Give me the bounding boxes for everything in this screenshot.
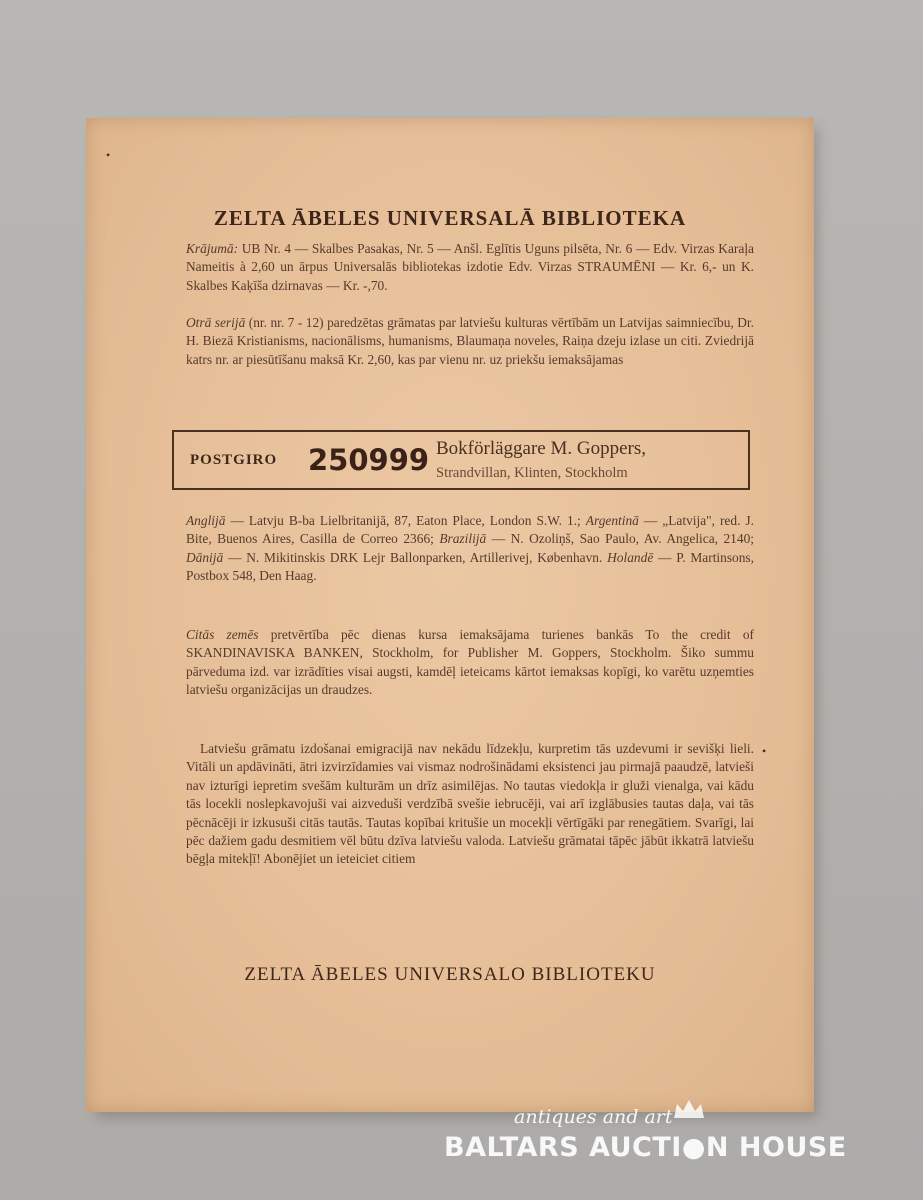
paper-speck: •: [106, 148, 111, 162]
series-label: Otrā serijā: [186, 315, 246, 330]
appeal-text: Latviešu grāmatu izdošanai emigracijā nav nekādu līdzekļu, kurpretim tās uzdevumi ir sevišķi lieli. Vitāli un apdāvināti, ātri izvirzīdamies vai vismaz nodrošinādami eksistenci jau pirmajā paaudzē, latvieši nav izturīgi iepretim svešām kulturām un drīz asimilējas. No tautas viedokļa ir gluži vienalga, vai kādu tās locekli noslepkavojuši vai aizveduši verdzībā svešie iebrucēji, vai arī izglābusies tautas daļa, vai tās pēcnācēji ir izkusuši citās tautās. Tautas kopībai kritušie un mocekļi vērtīgāki par renegātiem. Svarīgi, lai pēc dažiem gadu desmitiem vēl būtu dzīva latviešu valoda. Latviešu grāmatai tāpēc jābūt ikkatrā latviešu bēgļa mitekļī! Abonējiet un ieteiciet citiem: [186, 741, 754, 867]
paper-speck: •: [762, 744, 767, 758]
publisher-name: Bokförläggare M. Goppers,: [436, 438, 647, 459]
catalog-paragraph: [186, 240, 754, 295]
agents-paragraph: [186, 512, 754, 586]
other-countries-label: Citās zemēs: [186, 627, 259, 642]
closing-title: ZELTA ĀBELES UNIVERSALO BIBLIOTEKU: [244, 964, 656, 985]
catalog-text: UB Nr. 4 — Skalbes Pasakas, Nr. 5 — Anšl. Eglītis Uguns pilsēta, Nr. 6 — Edv. Virzas Karaļa Nameitis à 2,60 un ārpus Universalās bibliotekas izdotie Edv. Virzas STRAUMĒNI — Kr. 6,- un K. Skalbes Kaķīša dzirnavas — Kr. -,70.: [186, 241, 754, 293]
agent-country-label: Brazilijā: [439, 531, 487, 547]
agent-text: — P. Martinsons, Postbox 548, Den Haag.: [186, 549, 754, 584]
watermark-tagline: antiques and art: [514, 1106, 673, 1128]
catalog-label: Krājumā:: [186, 241, 239, 256]
crown-icon: [672, 1098, 706, 1120]
postgiro-label: POSTGIRO: [190, 452, 278, 468]
agent-country-label: Anglijā: [186, 513, 226, 528]
agent-text: — N. Mikitinskis DRK Lejr Ballonparken, Artillerivej, København.: [223, 549, 608, 565]
agent-text: — Latvju B-ba Lielbritanijā, 87, Eaton Place, London S.W. 1.;: [225, 513, 586, 528]
agent-country-label: Holandē: [607, 549, 654, 565]
postgiro-box: [172, 430, 750, 490]
agent-country-label: Dānijā: [186, 549, 224, 565]
agent-text: — „Latvija", red. J. Bite, Buenos Aires, Casilla de Correo 2366;: [186, 513, 754, 547]
watermark-house-name: BALTARS AUCTI●N HOUSE: [444, 1132, 847, 1163]
other-countries-text: pretvērtība pēc dienas kursa iemaksājama turienes bankās To the credit of SKANDINAVISKA BANKEN, Stockholm, for Publisher M. Goppers, Stockholm. Šiko summu pārveduma izd. var izrādīties visai augsti, kamdēļ ieteicams kārtot iemaksas kopīgi, ko varētu uzņemties latviešu organizācijas un draudzes.: [186, 627, 755, 698]
series-text: (nr. nr. 7 - 12) paredzētas grāmatas par latviešu kulturas vērtībām un Latvijas saimniecību, Dr. H. Biezā Kristianisms, nacionālisms, humanisms, Blaumaņa noveles, Raiņa dzeju izlase un citi. Zviedrijā katrs nr. ar piesūtīšanu maksā Kr. 2,60, kas par vienu nr. uz priekšu iemaksājamas: [186, 315, 754, 367]
auction-watermark: [444, 1104, 847, 1174]
publisher-address: Strandvillan, Klinten, Stockholm: [436, 465, 628, 481]
other-countries-paragraph: [186, 626, 754, 700]
agent-text: — N. Ozoliņš, Sao Paulo, Av. Angelica, 2140;: [486, 531, 754, 547]
booklet-back-cover: [86, 118, 814, 1112]
postgiro-number: 250999: [308, 443, 430, 477]
agent-country-label: Argentinā: [585, 513, 639, 528]
booklet-title: ZELTA ĀBELES UNIVERSALĀ BIBLIOTEKA: [213, 206, 687, 230]
appeal-paragraph: [186, 740, 754, 869]
series-paragraph: [186, 314, 754, 369]
